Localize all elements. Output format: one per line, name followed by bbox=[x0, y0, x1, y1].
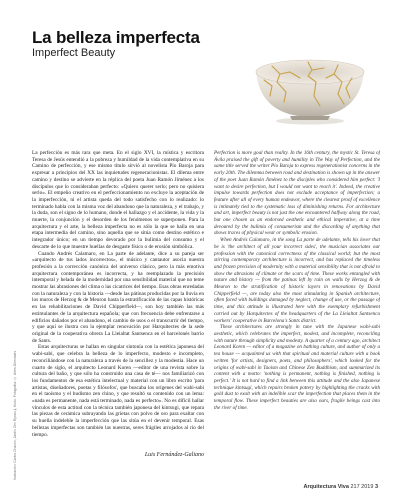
page-title: La belleza imperfecta bbox=[32, 28, 200, 47]
english-paragraph-1: Perfection is more goal than reality. In the 16th century, the mystic St. Teresa of Ávila praised the gift of poverty and humility in The Way of Perfection, and the same title served the writer Pío Baroja to express regenerationist concerns in the early 20th. The dilemma between road and destination is shown up in the answer of the poet Juan Ramón Jiménez to the disciples who considered him perfect: 'I want to desire perfection, but I would not want to reach it'. Indeed, the creative impulse towards perfection does not exclude acceptance of imperfection; a feature after all of every human endeavor, where the clearest proof of excellence is intimately tied to the systematic loss of diminishing returns. For architecture and art, imperfect beauty is not just the one encountered halfway along the road, but one chosen as an endorsed aesthetic and ethical imperative, at a time devoured by the bulimia of consumerism and the discarding of anything that shows traces of physical wear or symbolic erosion. bbox=[214, 150, 380, 237]
author-signature: Luis Fernández-Galiano bbox=[144, 452, 204, 458]
bowl-illustration bbox=[250, 52, 370, 126]
spanish-text-column bbox=[32, 150, 204, 450]
image-credit: Ilustración: Carlos Chacón, Jardín Zen Ryoan-ji, Kioto. Fotografía: © Artes Orientales bbox=[13, 350, 17, 480]
issue-number: 217 2019 bbox=[350, 484, 374, 490]
spanish-paragraph-1: La perfección es más rara que meta. En el siglo XVI, la mística y escritora Teresa de Jesús entendió a la pobreza y humildad de la vida contemplativa en su Camino de perfección, y ese mismo título sirvió al novelista Pío Baroja para expresar a principios del XX las inquietudes regeneracionistas. El dilema entre camino y destino se advierte en la réplica del poeta Juan Ramón Jiménez a los discípulos que lo consideraban perfecto: «Quiero querer serlo; pero no quisiera serlo». El empeño creativo en el perfeccionamiento no excluye la aceptación de la imperfección, ni el artista queda del todo satisfecho con lo realizado: lo terminado habla con la misma voz del abandono que la naturaleza, y el trabajo, y la duda, son el signo de lo humano, donde el hallazgo y el accidente, la vida y la muerte, la conjunción y el desorden de los fenómenos se superponen. Para la arquitectura y el arte, la belleza imperfecta no es sólo la que se halla en una etapa intermedia del camino, sino aquella que se sitúa como destino estético e integrador único; en un tiempo devorado por la bulimia del consumo y el descarte de lo que muestre huellas de desgaste físico o de erosión simbólica. bbox=[32, 150, 204, 250]
english-paragraph-2: When Andrés Calamaro, in the song La parte de adelante, tells his lover that he is 'the architect of all your incorrect sides', the musician associates our profession with the canonical correctness of the classical world; but the most stirring contemporary architecture is incorrect, and has replaced the timeless and frozen precision of modernity with a material sensibility that is not afraid to show the abrasions of climate or the scars of time. These works entangled with nature and history — from the patinas left by rain on walls by Herzog & de Meuron to the stratification of historic layers in renovations by David Chipperfield —, are today also the most stimulating in Spanish architecture, often faced with buildings damaged by neglect, change of use, or the passage of time, and this attitude is illustrated here with the exemplary refurbishment carried out by Harquitectes of the headquarters of the La Lleialtat Santsenca workers' cooperative in Barcelona's Sants district. bbox=[214, 237, 380, 324]
bowl-rim bbox=[256, 60, 364, 84]
page-subtitle: Imperfect Beauty bbox=[32, 47, 116, 59]
kintsugi-bowl-image bbox=[250, 52, 370, 126]
page-footer bbox=[303, 484, 378, 490]
bowl-foot bbox=[290, 116, 330, 120]
spanish-paragraph-3: Estas arquitecturas se hallan en singular sintonía con la estética japonesa del wabi-sabi, que celebra la belleza de lo imperfecto, modesto e incompleto, reconciliándose con la naturaleza a través de la sencillez y la modestia. Hace un cuarto de siglo, el arquitecto Leonard Koren —editor de una revista sobre la cultura del baño, y que sólo ha construido una casa de té— nos familiarizó con los fundamentos de esa estética intelectual y material con un libro escrito 'para artistas, diseñadores, poetas y filósofos', que buscaba los orígenes del wabi-sabi en el taoísmo y el budismo zen chino, y que resultó su contenido con un lema: «nada es permanente, nada está terminado, nada es perfecto». No es difícil hallar vínculos de esta actitud con la técnica también japonesa del kintsugi, que repara las piezas de cerámica subrayando las grietas con polvo de oro para exaltar con su huella indeleble la imperfección que las sitúa en el devenir temporal. Esas bellezas imperfectas son también las nuestras, seres frágiles arrojados al río del tiempo. bbox=[32, 344, 204, 438]
magazine-name: Arquitectura Viva bbox=[303, 484, 349, 490]
english-paragraph-3: These architectures are strongly in tune with the Japanese wabi-sabi aesthetic, which celebrates the imperfect, modest, and incomplete, reconciling with nature through simplicity and modesty. A quarter of a century ago, architect Leonard Koren — editor of a magazine on bathing culture, and author of only a tea house — acquainted us with that spiritual and material culture with a book written 'for artists, designers, poets, and philosophers', which looked for the origins of wabi-sabi in Taoism and Chinese Zen Buddhism, and summarized its content with a motto: 'nothing is permanent, nothing is finished, nothing is perfect.' It is not hard to find a link between this attitude and the also Japanese technique kintsugi, which repairs broken pottery by highlighting the cracks with gold dust to exalt with an indelible scar the imperfection that places them in the temporal flow. These imperfect beauties are also ours, fragile beings cast into the river of time. bbox=[214, 324, 380, 411]
english-text-column bbox=[214, 150, 380, 450]
spanish-paragraph-2: Cuando Andrés Calamaro, en La parte de adelante, dice a su pareja ser «arquitecto de tus lados incorrectos», el músico y cantautor asocia nuestra profesión a la corrección canónica del universo clásico, pero la más emotiva arquitectura contemporánea es incorrecta, y ha reemplazado la precisión intemporal y helada de la modernidad por una sensibilidad material que no teme mostrar las abrasiones del clima o las cicatrices del tiempo. Esas obras enredadas con la naturaleza y con la historia —desde las pátinas producidas por la lluvia en los muros de Herzog & de Meuron hasta la estratificación de las capas históricas en las rehabilitaciones de David Chipperfield—, son hoy también las más estimulantes de la arquitectura española; que con frecuencia debe enfrentarse a edificios dañados por el abandono, el cambio de usos o el transcurrir del tiempo, y que aquí se ilustra con la ejemplar renovación por Harquitectes de la sede original de la cooperativa obrera La Lleialtat Santsenca en el barcelonés barrio de Sants. bbox=[32, 250, 204, 344]
page-number: 3 bbox=[374, 484, 378, 490]
